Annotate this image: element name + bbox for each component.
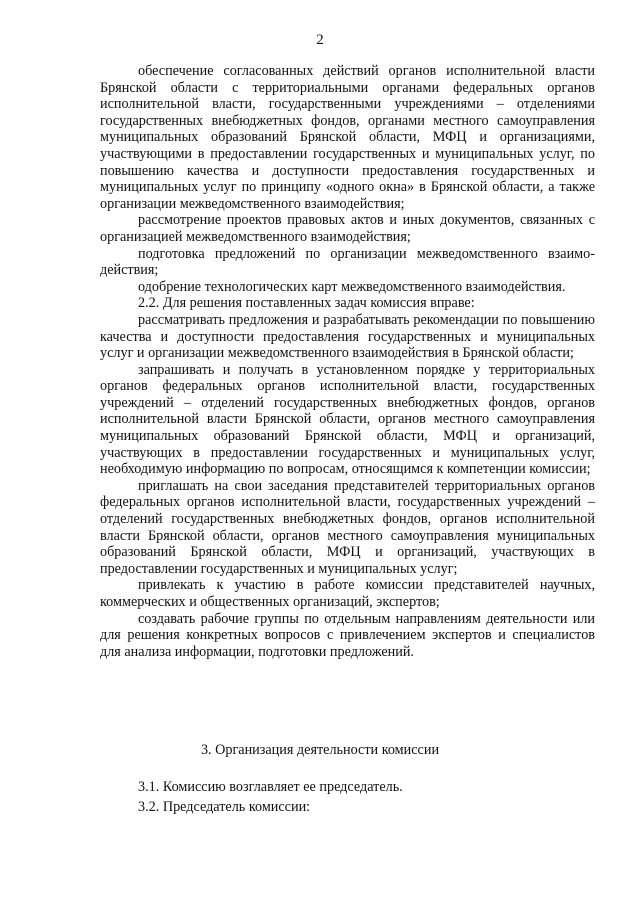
paragraph-5: 2.2. Для решения поставленных задач комиссия вправе: <box>138 295 475 312</box>
paragraph-1: обеспечение согласованных действий органов исполнительной власти Брянской области с территориальными органами федеральных органов исполнительной власти, государственными учреждениями – отделениями государственных внебюджетных фондов, органами местного самоуправления муниципальных образований Брянской области, МФЦ и организациями, участвующими в предоставлении государственных и муниципальных услуг, по повышению качества и доступности предоставления государственных и муниципальных услуг по принципу «одного окна» в Брянской области, а также организации межведомственного взаимодействия; <box>100 63 595 212</box>
section-body <box>100 777 595 817</box>
paragraph-8: приглашать на свои заседания представителей территориальных органов федеральных органов исполнительной власти, государственных учреждений – отделений государственных внебюджетных фондов, органов исполнительной власти Брянской области, органов местного самоуправления муниципальных образований Брянской области, МФЦ и организаций, участвующих в предоставлении государственных и муниципальных услуг; <box>100 477 595 577</box>
paragraph-10: создавать рабочие группы по отдельным направлениям деятельности или для решения конкретных вопросов с привлечением экспертов и специалистов для анализа информации, подготовки предложений. <box>100 610 595 660</box>
paragraph-3: подготовка предложений по организации межведомственного взаимодействия; <box>100 245 595 279</box>
section-paragraph-1: 3.1. Комиссию возглавляет ее председатель. <box>138 779 403 795</box>
section-paragraph-2: 3.2. Председатель комиссии: <box>138 799 311 815</box>
paragraph-9: привлекать к участию в работе комиссии представителей научных, коммерческих и общественных организаций, экспертов; <box>100 577 595 610</box>
section-heading: 3. Организация деятельности комиссии <box>200 742 440 758</box>
paragraph-4: одобрение технологических карт межведомственного взаимодействия. <box>138 278 566 295</box>
page-number: 2 <box>316 32 324 48</box>
paragraph-6: рассматривать предложения и разрабатывать рекомендации по повышению качества и доступности предоставления государственных и муниципальных услуг и организации межведомственного взаимодействия в Брянской области; <box>100 311 595 362</box>
paragraph-7: запрашивать и получать в установленном порядке у территориальных органов федеральных органов исполнительной власти, государственных учреждений – отделений государственных внебюджетных фондов, органов исполнительной власти Брянской области, органов местного самоуправления муниципальных образований Брянской области, МФЦ и организаций, участвующих в предоставлении государственных и муниципальных услуг, необходимую информацию по вопросам, относящимся к компетенции комиссии; <box>100 361 595 478</box>
paragraph-2: рассмотрение проектов правовых актов и иных документов, связанных с организацией межведомственного взаимодействия; <box>100 212 595 245</box>
body-text <box>100 63 595 660</box>
